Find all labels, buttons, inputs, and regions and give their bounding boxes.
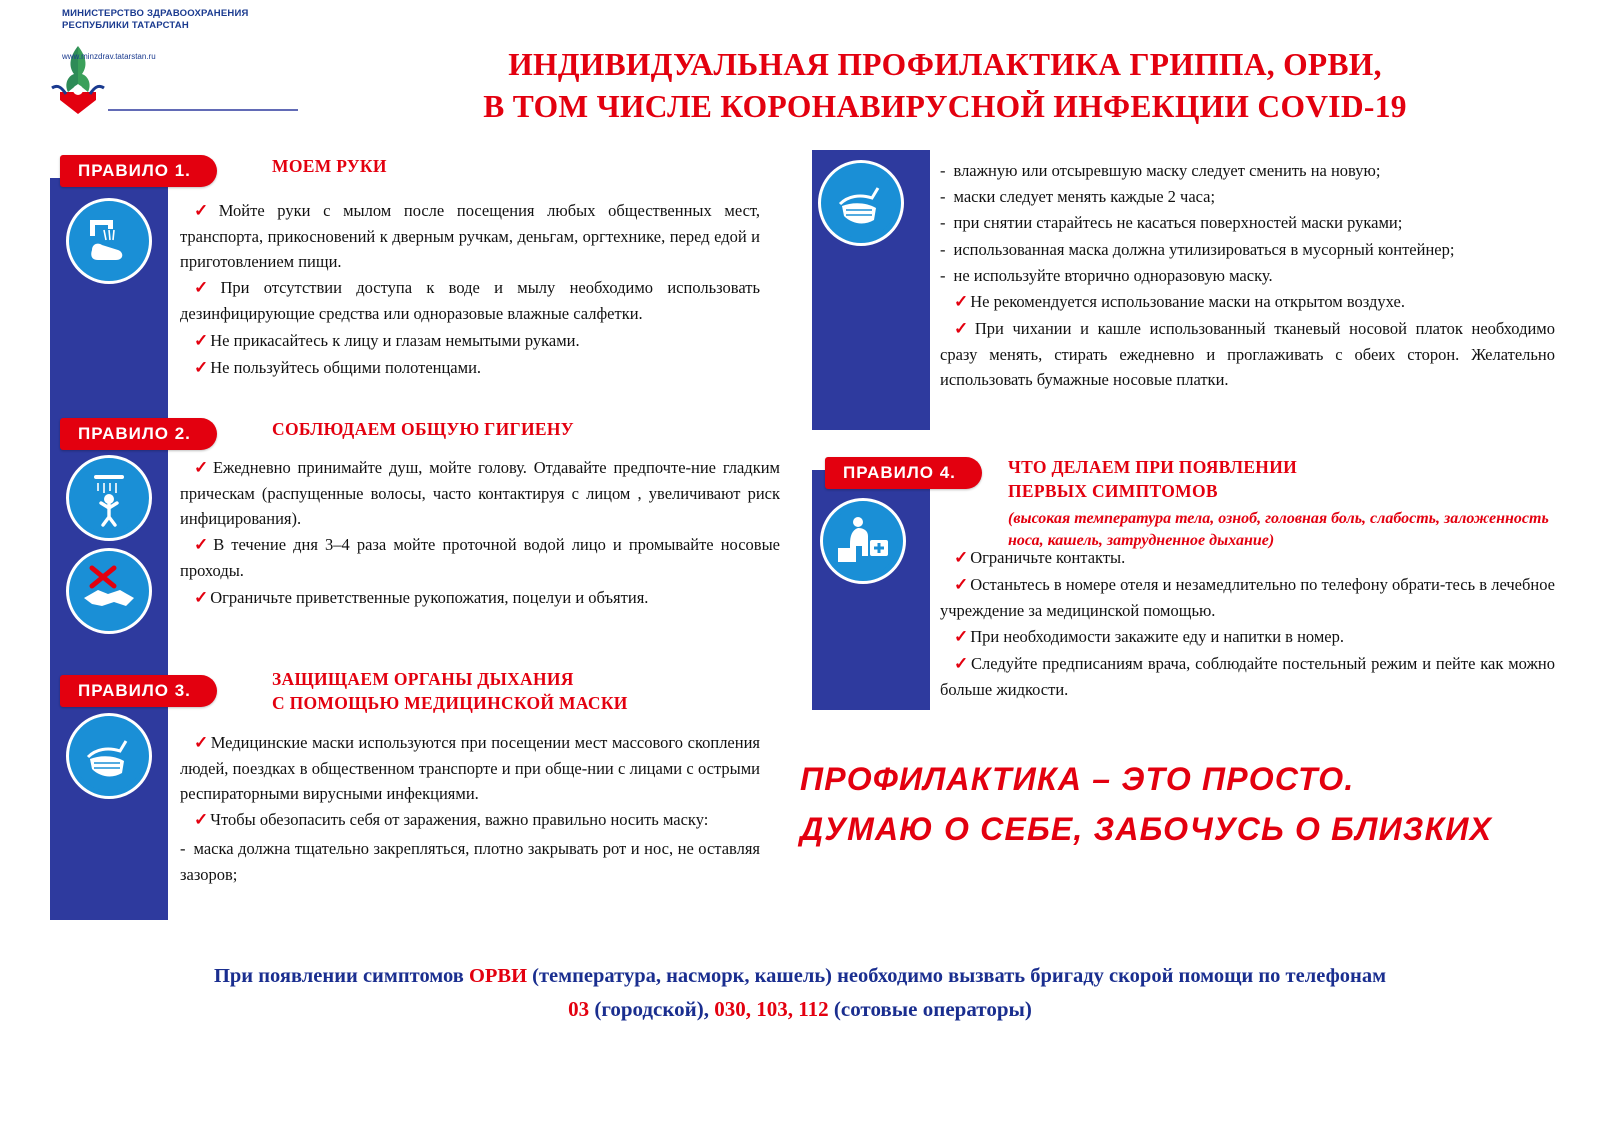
rule-2-item-1: Ежедневно принимайте душ, мойте голову. Отдавайте предпочте-ние гладким прическам (распущенные волосы, часто контактируя с лицом , увеличивают риск инфицирования). (180, 458, 780, 529)
mask-icon (66, 713, 152, 799)
mask-dash-item-3: при снятии старайтесь не касаться поверхностей маски руками; (953, 213, 1403, 233)
check-mark-icon: ✓ (954, 654, 969, 674)
footer-text-3: (городской), (589, 996, 715, 1021)
footer-orvi: ОРВИ (468, 965, 528, 987)
dash-marker: - (180, 839, 186, 859)
footer-emergency-note (60, 960, 1540, 1026)
rule-3-item-2: Чтобы обезопасить себя от заражения, важно правильно носить маску: (210, 810, 709, 830)
rule-4-text (940, 545, 1555, 703)
ministry-logo-url: www.minzdrav.tatarstan.ru (62, 52, 156, 61)
slogan (800, 755, 1570, 854)
check-mark-icon: ✓ (194, 201, 217, 220)
rule-3-text (180, 730, 760, 888)
check-mark-icon: ✓ (194, 278, 219, 298)
ministry-logo-text: МИНИСТЕРСТВО ЗДРАВООХРАНЕНИЯ РЕСПУБЛИКИ ТАТАРСТАН (62, 8, 249, 31)
slogan-line1: ПРОФИЛАКТИКА – ЭТО ПРОСТО. (800, 761, 1355, 797)
rule-2-item-3: Ограничьте приветственные рукопожатия, поцелуи и объятия. (210, 587, 649, 607)
slogan-line2: ДУМАЮ О СЕБЕ, ЗАБОЧУСЬ О БЛИЗКИХ (800, 810, 1493, 847)
rule-2-text (180, 455, 780, 612)
footer-numbers-mobile: 030, 103, 112 (714, 996, 829, 1021)
rule-4-item-4: Следуйте предписаниям врача, соблюдайте постельный режим и пейте как можно больше жидкости. (940, 654, 1555, 700)
rule-3-title (272, 668, 672, 715)
mask-dash-item-5: не используйте вторично одноразовую маску. (953, 265, 1273, 285)
rule-1-text (180, 198, 760, 382)
check-mark-icon: ✓ (954, 319, 973, 339)
dash-marker: - (940, 187, 946, 207)
rule-4-title (1008, 456, 1428, 503)
page-title (330, 44, 1560, 127)
firstaid-icon (820, 498, 906, 584)
mask-check-item-1: Не рекомендуется использование маски на открытом воздухе. (970, 292, 1405, 312)
dash-marker: - (940, 161, 946, 180)
check-mark-icon: ✓ (194, 357, 209, 377)
check-mark-icon: ✓ (194, 458, 211, 477)
page-title-line1: ИНДИВИДУАЛЬНАЯ ПРОФИЛАКТИКА ГРИППА, ОРВИ, (508, 47, 1382, 82)
rule-4-item-1: Ограничьте контакты. (970, 548, 1126, 567)
rule-1-item-3: Не прикасайтесь к лицу и глазам немытыми руками. (210, 330, 580, 350)
rule-4-symptoms-note: (высокая температура тела, озноб, головная боль, слабость, заложенность носа, кашель, затрудненное дыхание) (1008, 510, 1549, 550)
rule-1-title: МОЕМ РУКИ (272, 156, 387, 176)
rule-4-title-line2: ПЕРВЫХ СИМПТОМОВ (1008, 480, 1218, 501)
mask-dash-item-2: маски следует менять каждые 2 часа; (953, 187, 1216, 207)
rule-4-title-line1: ЧТО ДЕЛАЕМ ПРИ ПОЯВЛЕНИИ (1008, 457, 1298, 477)
rule-4-item-2: Останьтесь в номере отеля и незамедлительно по телефону обрати-тесь в лечебное учреждение за медицинской помощью. (940, 575, 1555, 620)
check-mark-icon: ✓ (954, 627, 969, 647)
rule-1-item-1: Мойте руки с мылом после посещения любых общественных мест, транспорта, прикосновений к дверным ручкам, деньгам, оргтехнике, перед едой и приготовлением пищи. (180, 201, 760, 272)
rule-2-title: СОБЛЮДАЕМ ОБЩУЮ ГИГИЕНУ (272, 419, 574, 439)
mask-continued-text (940, 158, 1555, 394)
check-mark-icon: ✓ (194, 587, 209, 607)
no-handshake-icon (66, 548, 152, 634)
rule-3-dash-item-1: маска должна тщательно закрепляться, плотно закрывать рот и нос, не оставляя зазоров; (180, 839, 760, 884)
mask-check-item-2: При чихании и кашле использованный тканевый носовой платок необходимо сразу менять, стирать ежедневно и проглаживать с обеих сторон. Желательно использовать бумажные носовые платки. (940, 319, 1556, 390)
check-mark-icon: ✓ (954, 575, 969, 594)
check-mark-icon: ✓ (194, 535, 212, 555)
footer-line-2 (60, 993, 1540, 1027)
rule-3-title-line2: С ПОМОЩЬЮ МЕДИЦИНСКОЙ МАСКИ (272, 692, 628, 713)
footer-text-2: (температура, насморк, кашель) необходимо вызвать бригаду скорой помощи по телефонам (527, 965, 1387, 987)
handwash-icon (66, 198, 152, 284)
dash-marker: - (940, 213, 946, 233)
dash-marker: - (940, 265, 946, 285)
footer-text-4: (сотовые операторы) (828, 996, 1032, 1021)
rule-4-label: ПРАВИЛО 4. (825, 457, 982, 489)
rule-1-item-2: При отсутствии доступа к воде и мылу необходимо использовать дезинфицирующие средства или одноразовые влажные салфетки. (180, 278, 761, 324)
check-mark-icon: ✓ (194, 733, 209, 752)
check-mark-icon: ✓ (194, 810, 209, 830)
footer-text-1: При появлении симптомов (213, 965, 469, 987)
mask-icon-right (818, 160, 904, 246)
rule-3-title-line1: ЗАЩИЩАЕМ ОРГАНЫ ДЫХАНИЯ (272, 669, 574, 689)
mask-dash-item-1: влажную или отсыревшую маску следует сменить на новую; (953, 161, 1381, 180)
rule-1-item-4: Не пользуйтесь общими полотенцами. (210, 357, 482, 377)
rule-1-label: ПРАВИЛО 1. (60, 155, 217, 187)
rule-4-item-3: При необходимости закажите еду и напитки в номер. (970, 627, 1345, 647)
rule-2-label: ПРАВИЛО 2. (60, 418, 217, 450)
rule-3-item-1: Медицинские маски используются при посещении мест массового скопления людей, поездках в общественном транспорте и при обще-нии с лицами с острыми респираторными вирусными инфекциями. (180, 733, 761, 804)
page-title-line2: В ТОМ ЧИСЛЕ КОРОНАВИРУСНОЙ ИНФЕКЦИИ COVID-19 (483, 88, 1407, 124)
rule-3-label: ПРАВИЛО 3. (60, 675, 217, 707)
check-mark-icon: ✓ (954, 548, 969, 567)
footer-line-1 (60, 960, 1540, 993)
shower-icon (66, 455, 152, 541)
check-mark-icon: ✓ (954, 292, 969, 312)
mask-dash-item-4: использованная маска должна утилизироваться в мусорный контейнер; (953, 239, 1455, 259)
rule-2-item-2: В течение дня 3–4 раза мойте проточной водой лицо и промывайте носовые проходы. (180, 535, 780, 581)
check-mark-icon: ✓ (194, 330, 209, 350)
dash-marker: - (940, 239, 946, 259)
footer-number-03: 03 (568, 996, 590, 1021)
